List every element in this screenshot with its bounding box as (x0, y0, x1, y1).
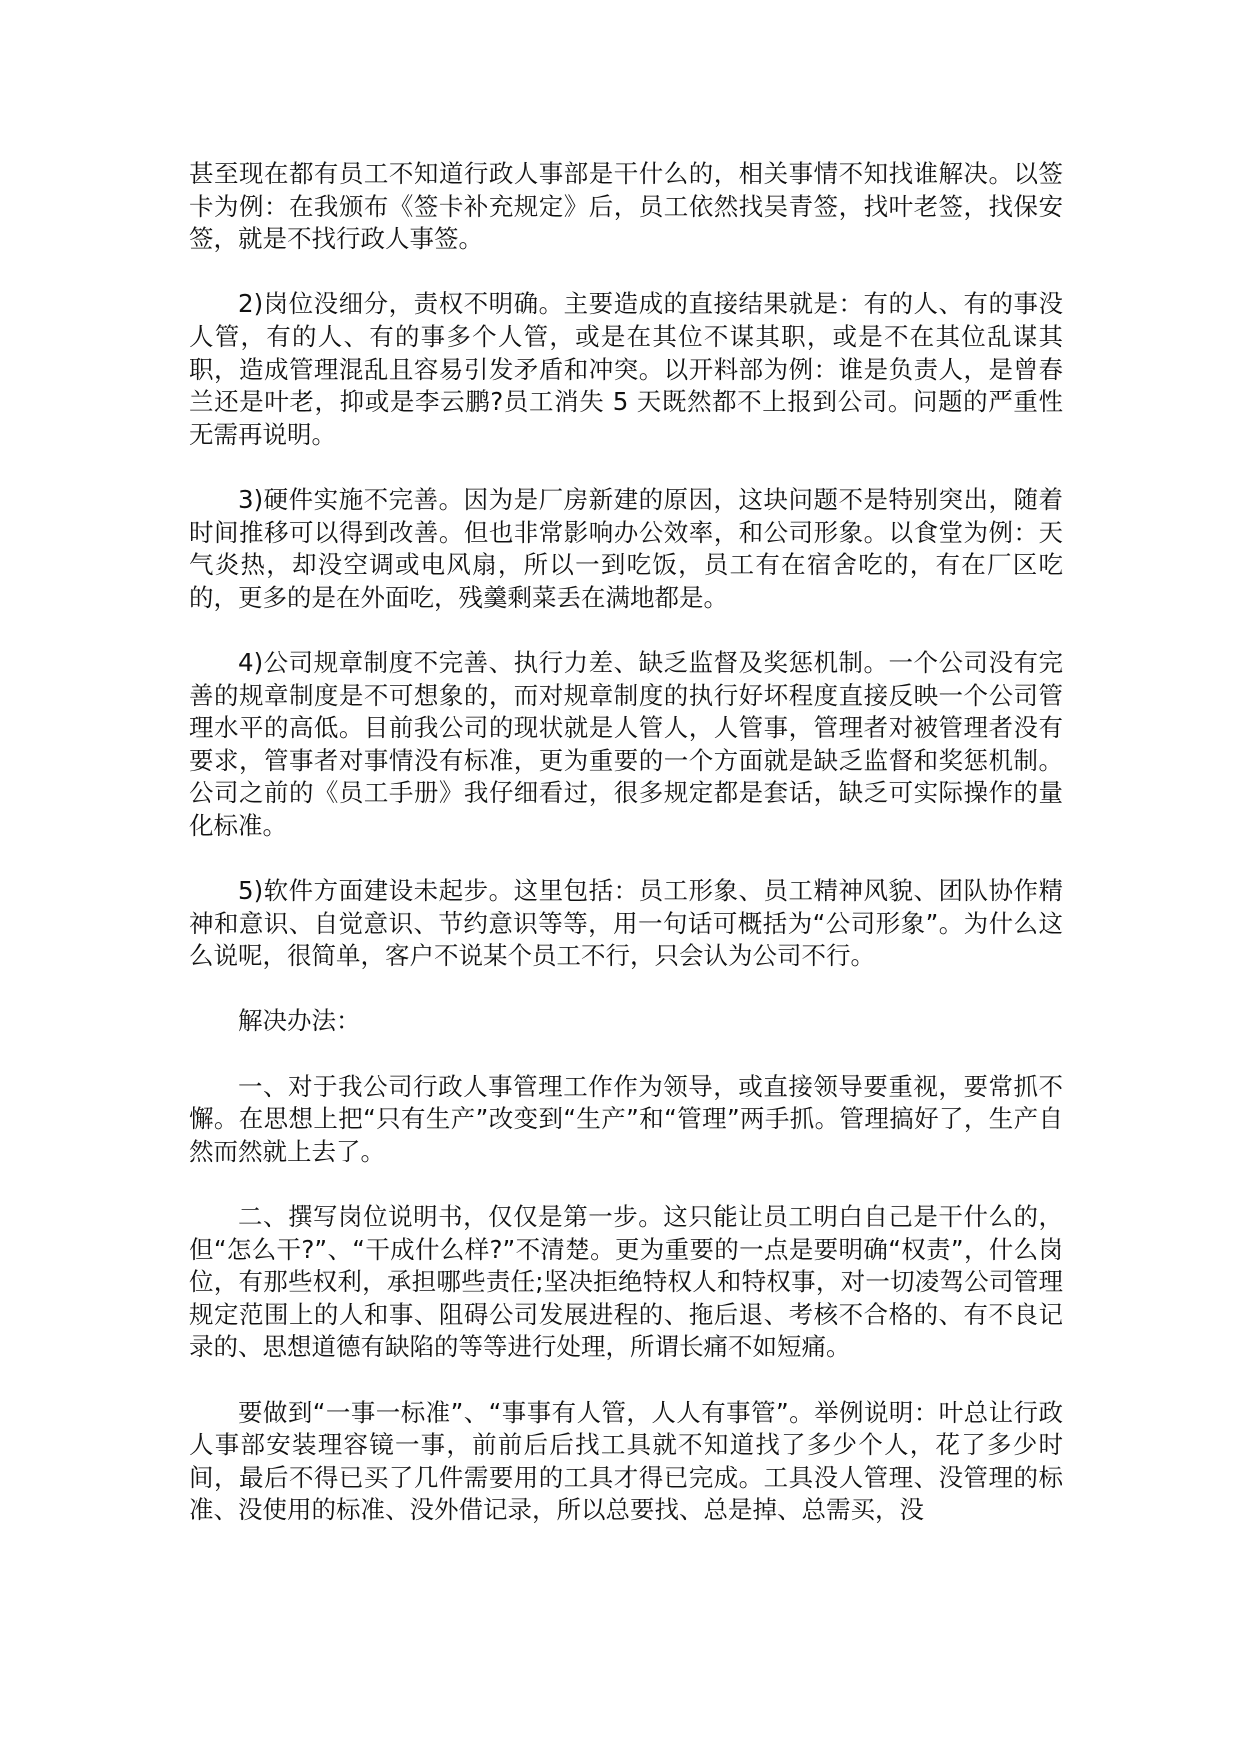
paragraph-point-3-hardware: 3)硬件实施不完善。因为是厂房新建的原因，这块问题不是特别突出，随着时间推移可以得到改善。但也非常影响办公效率，和公司形象。以食堂为例：天气炎热，却没空调或电风扇，所以一到吃饭，员工有在宿舍吃的，有在厂区吃的，更多的是在外面吃，残羹剩菜丢在满地都是。 (189, 484, 1063, 612)
paragraph-standards-example: 要做到“一事一标准”、“事事有人管，人人有事管”。举例说明：叶总让行政人事部安装理容镜一事，前前后后找工具就不知道找了多少个人，花了多少时间，最后不得已买了几件需要用的工具才得已完成。工具没人管理、没管理的标准、没使用的标准、没外借记录，所以总要找、总是掉、总需买，没 (189, 1397, 1063, 1525)
paragraph-point-5-software: 5)软件方面建设未起步。这里包括：员工形象、员工精神风貌、团队协作精神和意识、自觉意识、节约意识等等，用一句话可概括为“公司形象”。为什么这么说呢，很简单，客户不说某个员工不行，只会认为公司不行。 (189, 876, 1063, 971)
paragraph-solution-1: 一、对于我公司行政人事管理工作作为领导，或直接领导要重视，要常抓不懈。在思想上把“只有生产”改变到“生产”和“管理”两手抓。管理搞好了，生产自然而然就上去了。 (189, 1071, 1063, 1166)
paragraph-signing-card-example: 甚至现在都有员工不知道行政人事部是干什么的，相关事情不知找谁解决。以签卡为例：在我颁布《签卡补充规定》后，员工依然找吴青签，找叶老签，找保安签，就是不找行政人事签。 (189, 159, 1063, 254)
document-page (189, 158, 1063, 1527)
paragraph-solutions-heading: 解决办法： (238, 1006, 361, 1036)
paragraph-point-4-rules: 4)公司规章制度不完善、执行力差、缺乏监督及奖惩机制。一个公司没有完善的规章制度是不可想象的，而对规章制度的执行好坏程度直接反映一个公司管理水平的高低。目前我公司的现状就是人管人，人管事，管理者对被管理者没有要求，管事者对事情没有标准，更为重要的一个方面就是缺乏监督和奖惩机制。公司之前的《员工手册》我仔细看过，很多规定都是套话，缺乏可实际操作的量化标准。 (189, 647, 1063, 840)
paragraph-point-2-responsibility: 2)岗位没细分，责权不明确。主要造成的直接结果就是：有的人、有的事没人管，有的人、有的事多个人管，或是在其位不谋其职，或是不在其位乱谋其职，造成管理混乱且容易引发矛盾和冲突。以开料部为例：谁是负责人，是曾春兰还是叶老，抑或是李云鹏?员工消失 5 天既然都不上报到公司。问题的严重性无需再说明。 (189, 289, 1063, 449)
paragraph-solution-2: 二、撰写岗位说明书，仅仅是第一步。这只能让员工明白自己是干什么的，但“怎么干?”、“干成什么样?”不清楚。更为重要的一点是要明确“权责”，什么岗位，有那些权利，承担哪些责任;坚决拒绝特权人和特权事，对一切凌驾公司管理规定范围上的人和事、阻碍公司发展进程的、拖后退、考核不合格的、有不良记录的、思想道德有缺陷的等等进行处理，所谓长痛不如短痛。 (189, 1202, 1063, 1362)
